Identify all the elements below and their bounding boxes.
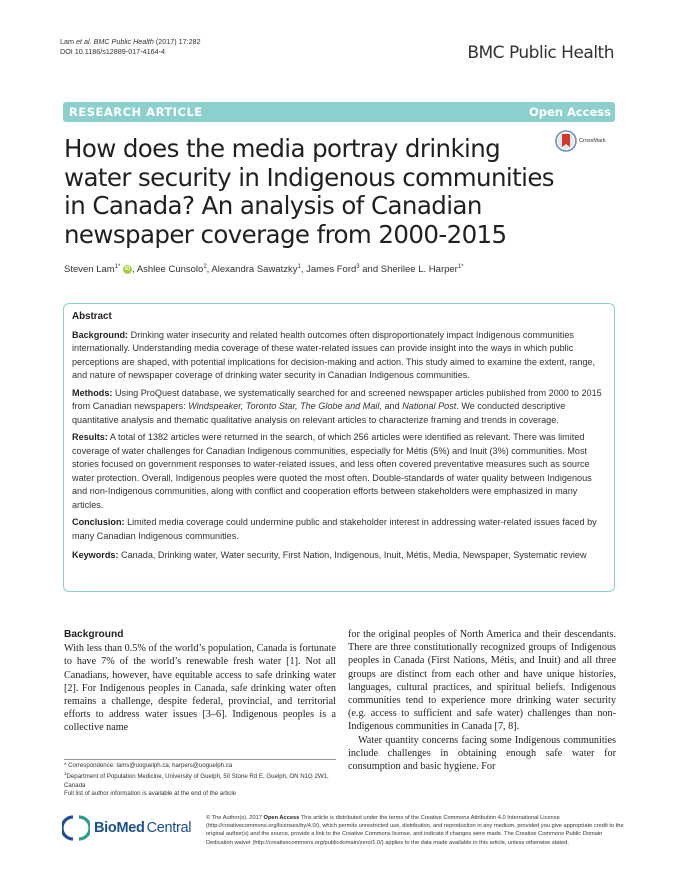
article-type-label: RESEARCH ARTICLE [69, 105, 203, 119]
abstract-results-text: A total of 1382 articles were returned in the search, of which 256 articles were identified as relevant. There was limited coverage of water challenges for Canadian Indigenous communities, especially for Métis (5%) and Inuit (3%) communities. Most stories focused on government responses to water-related issues, and less often covered preventative measures such as source water protection. Overall, Indigenous peoples were quoted the most often. Double-standards of water quality between Indigenous and non-Indigenous communities, along with conflict and cooperation efforts between stakeholders were emphasized in many articles. [72, 432, 592, 510]
body-paragraph: for the original peoples of North America and their descendants. There are three constitutionally recognized groups of Indigenous peoples in Canada (First Nations, Métis, and Inuit) and all three groups are distinct from each other and have unique histories, languages, cultural practices, and spiritual beliefs. Indigenous communities tend to experience more drinking water security (e.g. access to sufficient and safe water) challenges than non-Indigenous communities in Canada [7, 8]. [348, 629, 616, 733]
body-column-left [64, 628, 336, 735]
author-name: Steven Lam [64, 264, 115, 276]
abstract-content [72, 310, 608, 567]
abstract-conclusion [72, 516, 608, 543]
copyright: © The Author(s). 2017 [206, 815, 264, 821]
footnote-divider [64, 759, 336, 760]
title-line: water security in Indigenous communities [64, 162, 554, 192]
section-heading-background: Background [64, 629, 124, 640]
journal-name: BMC Public Health [467, 43, 614, 63]
license-text: This article is distributed under the terms of the Creative Commons Attribution 4.0 International License (http://creativecommons.org/licenses/by/4.0/), which permits unrestricted use, distribution, and reproduction in any medium, provided you give appropriate credit to the original author(s) and the source, provide a link to the Creative Commons license, and indicate if changes were made. The Creative Commons Public Domain Dedication waiver (http://creativecommons.org/publicdomain/zero/1.0/) applies to the data made available in this article, unless otherwise stated. [206, 815, 624, 846]
doi[interactable]: DOI 10.1186/s12889-017-4164-4 [60, 47, 165, 56]
citation-journal: BMC Public Health [93, 37, 154, 46]
license-statement [206, 814, 626, 847]
citation-line [60, 37, 201, 47]
abstract-methods-and: and [381, 401, 403, 411]
abstract-background-text: Drinking water insecurity and related health outcomes often disproportionately impact Indigenous communities internationally. Understanding media coverage of these water-related issues can provide insight into the ways in which public perceptions are shaped, with potential implications for decision-making and action. This study aimed to examine the extent, range, and nature of newspaper coverage of drinking water security in Canadian Indigenous communities. [72, 329, 596, 380]
body-paragraph: Water quantity concerns facing some Indigenous communities include challenges in obtaining enough safe water for consumption and basic hygiene. For [348, 734, 616, 773]
publisher-name-regular: Central [146, 820, 192, 836]
abstract-heading: Abstract [72, 311, 112, 322]
author-name: , James Ford [300, 264, 357, 276]
title-line: How does the media portray drinking [64, 134, 501, 163]
affiliation-text: Department of Population Medicine, University of Guelph, 50 Stone Rd E, Guelph, ON N1G 2W1, Canada [64, 773, 329, 789]
author-affiliation: 1* [114, 264, 121, 270]
abstract-methods-text-end: . We conducted descriptive quantitative analysis and thematic qualitative analysis on relevant articles to characterize framing and trends in coverage. [72, 401, 566, 425]
title-line: in Canada? An analysis of Canadian [64, 191, 482, 220]
affiliation-number: 1 [64, 771, 67, 777]
abstract-results [72, 431, 608, 512]
body-column-right [348, 628, 616, 773]
citation-volume: (2017) 17:282 [153, 37, 201, 46]
abstract-keywords [72, 549, 608, 563]
body-paragraph: With less than 0.5% of the world’s population, Canada is fortunate to have 7% of the world’s renewable fresh water [1]. Not all Canadians, however, have equitable access to safe drinking water [2]. For Indigenous peoples in Canada, safe drinking water often remains a challenge, despite federal, provincial, and territorial efforts to address water issues [3–6]. Indigenous peoples is a collective name [64, 643, 336, 734]
abstract-conclusion-label: Conclusion: [72, 517, 125, 527]
author-affiliation: 1* [457, 264, 464, 270]
crossmark-icon [555, 130, 577, 152]
crossmark-label: CrossMark [579, 138, 606, 144]
biomed-central-logo[interactable] [62, 815, 191, 841]
abstract-methods-label: Methods: [72, 387, 113, 398]
author-list [64, 264, 464, 275]
crossmark-button[interactable] [555, 130, 606, 152]
abstract-keywords-label: Keywords: [72, 550, 119, 560]
title-line: newspaper coverage from 2000-2015 [64, 219, 507, 249]
author-name: , Alexandra Sawatzky [206, 264, 298, 276]
newspaper-names: Windspeaker, Toronto Star, The Globe and Mail, [188, 401, 382, 411]
footnotes [64, 762, 344, 799]
open-access-bold: Open Access [263, 815, 300, 821]
abstract-background-label: Background: [72, 329, 129, 340]
full-author-info-note: Full list of author information is available at the end of the article [64, 790, 237, 798]
affiliation [64, 770, 344, 790]
article-title [64, 134, 554, 249]
citation-etal: et al. [75, 37, 92, 46]
author-affiliation: 3 [356, 264, 360, 270]
open-access-label: Open Access [528, 105, 611, 119]
correspondence: * Correspondence: lams@uoguelph.ca; harpers@uoguelph.ca [64, 762, 233, 769]
author-affiliation: 1 [297, 264, 301, 270]
abstract-results-label: Results: [72, 432, 108, 442]
abstract-box [63, 303, 615, 592]
citation-authors: Lam [60, 37, 76, 46]
newspaper-name-national-post: National Post [402, 401, 457, 411]
biomed-central-icon [62, 815, 90, 841]
abstract-methods-text: Using ProQuest database, we systematically searched for and screened newspaper articles published from 2000 to 2015 from Canadian newspapers: [72, 387, 602, 411]
abstract-keywords-text: Canada, Drinking water, Water security, First Nation, Indigenous, Inuit, Métis, Media, Newspaper, Systematic review [118, 550, 587, 560]
abstract-background [72, 329, 608, 383]
abstract-conclusion-text: Limited media coverage could undermine public and stakeholder interest in addressing water-related issues faced by many Canadian Indigenous communities. [72, 517, 597, 541]
citation-header [60, 37, 201, 57]
abstract-methods [72, 387, 608, 428]
publisher-name-bold: BioMed [94, 820, 145, 836]
orcid-icon[interactable]: iD [125, 266, 131, 273]
author-name: , Ashlee Cunsolo [132, 264, 204, 276]
author-affiliation: 2 [203, 264, 207, 270]
author-name: and Sherilee L. Harper [359, 264, 458, 276]
article-type-banner [63, 102, 615, 122]
